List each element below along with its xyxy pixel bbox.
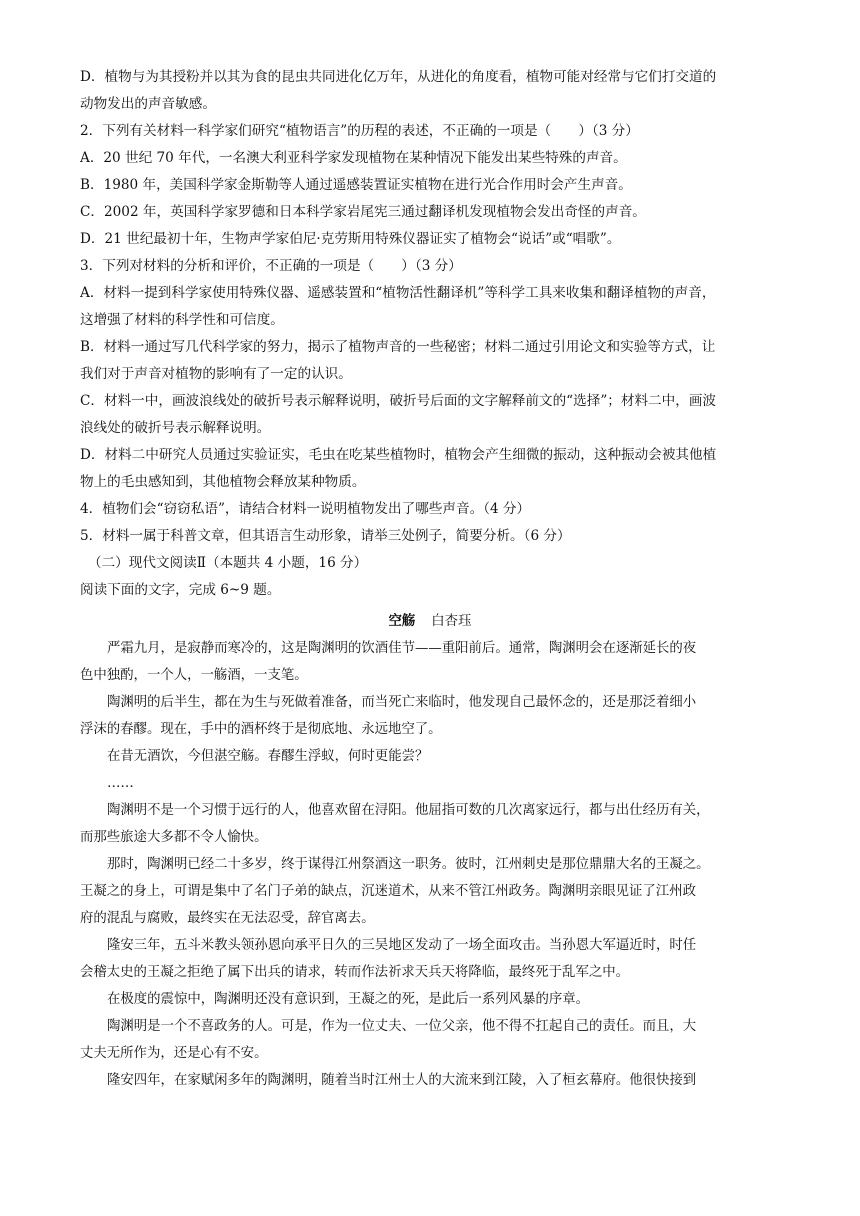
- article-line: 王凝之的身上，可谓是集中了名门子弟的缺点，沉迷道术，从来不管江州政务。陶渊明亲眼见证了江州政: [80, 884, 696, 899]
- question-line: D．植物与为其授粉并以其为食的昆虫共同进化亿万年，从进化的角度看，植物可能对经常与它们打交道的: [80, 69, 717, 85]
- article-line: 隆安四年，在家赋闲多年的陶渊明，随着当时江州士人的大流来到江陵，入了桓玄幕府。他很快接到: [107, 1073, 697, 1088]
- article-line: ……: [107, 776, 134, 791]
- article-line: 陶渊明不是一个习惯于远行的人，他喜欢留在浔阳。他屈指可数的几次离家远行，都与出仕经历有关，: [107, 803, 710, 818]
- article-line: 那时，陶渊明已经二十多岁，终于谋得江州祭酒这一职务。彼时，江州刺史是那位鼎鼎大名的王凝之。: [107, 857, 710, 872]
- question-line: 3．下列对材料的分析和评价，不正确的一项是（ ）（3 分）: [80, 258, 462, 274]
- article-line: 在昔无酒饮，今但湛空觞。春醪生浮蚁，何时更能尝？: [107, 749, 429, 764]
- article-title: 空觞: [388, 613, 416, 629]
- question-line: 这增强了材料的科学性和可信度。: [80, 312, 284, 328]
- article-line: 陶渊明是一个不喜政务的人。可是，作为一位丈夫、一位父亲，他不得不扛起自己的责任。而且，大: [107, 1019, 697, 1034]
- question-line: B．1980 年，美国科学家金斯勒等人通过遥感装置证实植物在进行光合作用时会产生声音。: [80, 177, 632, 193]
- article-line: 浮沫的春醪。现在，手中的酒杯终于是彻底地、永远地空了。: [80, 722, 442, 737]
- questions-block: [80, 64, 780, 550]
- article-body: [80, 635, 780, 1094]
- section-heading: （二）现代文阅读Ⅱ（本题共 4 小题，16 分）: [88, 555, 368, 571]
- document-page: [80, 64, 780, 1094]
- article-line: 严霜九月，是寂静而寒冷的，这是陶渊明的饮酒佳节——重阳前后。通常，陶渊明会在逐渐延长的夜: [107, 641, 697, 656]
- article-author: 白杏珏: [431, 614, 472, 629]
- question-line: D．材料二中研究人员通过实验证实，毛虫在吃某些植物时，植物会产生细微的振动，这种振动会被其他植: [80, 447, 717, 463]
- article-line: 陶渊明的后半生，都在为生与死做着准备，而当死亡来临时，他发现自己最怀念的，还是那泛着细小: [107, 695, 697, 710]
- question-line: C．2002 年，英国科学家罗德和日本科学家岩尾宪三通过翻译机发现植物会发出奇怪的声音。: [80, 204, 646, 220]
- article-line: 丈夫无所作为，还是心有不安。: [80, 1046, 268, 1061]
- question-line: B．材料一通过写几代科学家的努力，揭示了植物声音的一些秘密；材料二通过引用论文和实验等方式，让: [80, 339, 716, 355]
- question-line: 2．下列有关材料一科学家们研究“植物语言”的历程的表述，不正确的一项是（ ）（3 分）: [80, 123, 639, 139]
- article-line: 隆安三年，五斗米教头领孙恩向承平日久的三吴地区发动了一场全面攻击。当孙恩大军逼近时，时任: [107, 938, 697, 953]
- question-line: 浪线处的破折号表示解释说明。: [80, 420, 271, 436]
- question-line: 5．材料一属于科普文章，但其语言生动形象，请举三处例子，简要分析。（6 分）: [80, 528, 571, 544]
- article-line: 而那些旅途大多都不令人愉快。: [80, 830, 268, 845]
- article-line: 会稽太史的王凝之拒绝了属下出兵的请求，转而作法祈求天兵天将降临，最终死于乱军之中。: [80, 965, 630, 980]
- question-line: 动物发出的声音敏感。: [80, 96, 216, 112]
- question-line: C．材料一中，画波浪线处的破折号表示解释说明，破折号后面的文字解释前文的“选择”；材料二中，画波: [80, 393, 717, 409]
- question-line: 物上的毛虫感知到，其他植物会释放某种物质。: [80, 474, 366, 490]
- question-line: D．21 世纪最初十年，生物声学家伯尼·克劳斯用特殊仪器证实了植物会“说话”或“唱歌”。: [80, 231, 621, 247]
- reading-instruction: 阅读下面的文字，完成 6~9 题。: [80, 582, 281, 598]
- question-line: 我们对于声音对植物的影响有了一定的认识。: [80, 366, 352, 382]
- article-line: 府的混乱与腐败，最终实在无法忍受，辞官离去。: [80, 911, 375, 926]
- question-line: A．20 世纪 70 年代，一名澳大利亚科学家发现植物在某种情况下能发出某些特殊的声音。: [80, 150, 627, 166]
- article-title-line: [80, 608, 780, 635]
- article-line: 色中独酌，一个人，一觞酒，一支笔。: [80, 668, 308, 683]
- question-line: 4．植物们会“窃窃私语”，请结合材料一说明植物发出了哪些声音。（4 分）: [80, 501, 531, 517]
- question-line: A．材料一提到科学家使用特殊仪器、遥感装置和“植物活性翻译机”等科学工具来收集和翻译植物的声音，: [80, 285, 716, 301]
- article: [80, 608, 780, 1094]
- article-line: 在极度的震惊中，陶渊明还没有意识到，王凝之的死，是此后一系列风暴的序章。: [107, 992, 590, 1007]
